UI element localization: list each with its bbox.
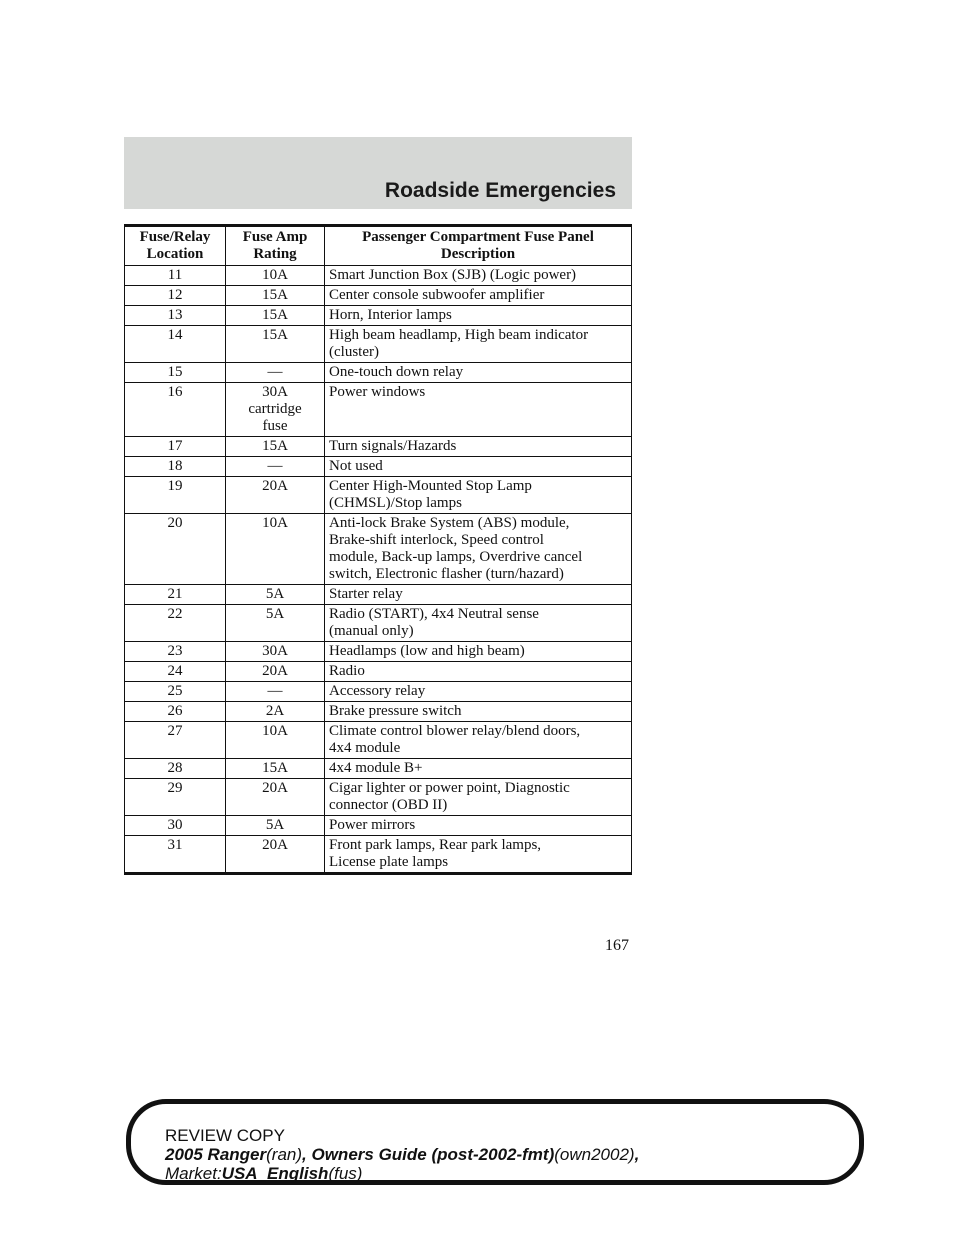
cell-description (325, 779, 632, 816)
cell-amp-line: 10A (262, 267, 288, 283)
cell-amp-line: 15A (262, 438, 288, 454)
cell-description-line: Brake-shift interlock, Speed control (329, 532, 544, 548)
cell-description (325, 682, 632, 702)
cell-description (325, 585, 632, 605)
cell-location: 14 (125, 326, 226, 363)
cell-location: 21 (125, 585, 226, 605)
cell-description-line: Cigar lighter or power point, Diagnostic (329, 780, 570, 796)
cell-amp-line: 10A (262, 515, 288, 531)
cell-description (325, 836, 632, 874)
table-header-row (125, 226, 632, 266)
cell-amp-line: 5A (265, 817, 285, 833)
table-row (125, 642, 632, 662)
cell-description-line: (cluster) (329, 344, 379, 360)
table-row (125, 514, 632, 585)
cell-description-line: (manual only) (329, 623, 414, 639)
cell-amp (226, 682, 325, 702)
section-header-band (124, 137, 632, 209)
cell-description-line: Center console subwoofer amplifier (329, 287, 545, 303)
cell-description (325, 437, 632, 457)
review-copy-text (165, 1126, 639, 1183)
cell-description-line: One-touch down relay (329, 364, 464, 380)
cell-amp (226, 383, 325, 437)
cell-description (325, 759, 632, 779)
cell-amp-line: 20A (262, 478, 288, 494)
cell-amp (226, 286, 325, 306)
table-row (125, 457, 632, 477)
cell-description-line: Accessory relay (329, 683, 426, 699)
cell-location: 16 (125, 383, 226, 437)
cell-amp-line: 15A (262, 307, 288, 323)
cell-description-line: Not used (329, 458, 383, 474)
column-header-amp: Fuse Amp Rating (226, 226, 325, 266)
cell-location: 26 (125, 702, 226, 722)
cell-description-line: License plate lamps (329, 854, 449, 870)
cell-description (325, 702, 632, 722)
cell-amp-line: 30A (262, 384, 288, 400)
cell-location: 28 (125, 759, 226, 779)
cell-amp-line: — (267, 683, 283, 699)
cell-amp-line: 15A (262, 327, 288, 343)
cell-location: 31 (125, 836, 226, 874)
cell-amp (226, 816, 325, 836)
cell-description-line: connector (OBD II) (329, 797, 448, 813)
cell-amp (226, 759, 325, 779)
cell-description-line: Climate control blower relay/blend doors, (329, 723, 581, 739)
cell-amp (226, 662, 325, 682)
cell-description-line: Anti-lock Brake System (ABS) module, (329, 515, 570, 531)
cell-description-line: module, Back-up lamps, Overdrive cancel (329, 549, 583, 565)
cell-amp (226, 836, 325, 874)
cell-location: 11 (125, 266, 226, 286)
page-number: 167 (605, 937, 629, 954)
cell-description-line: Smart Junction Box (SJB) (Logic power) (329, 267, 577, 283)
cell-description-line: switch, Electronic flasher (turn/hazard) (329, 566, 564, 582)
cell-description-line: Starter relay (329, 586, 403, 602)
table-row (125, 477, 632, 514)
cell-description (325, 605, 632, 642)
table-row (125, 363, 632, 383)
cell-location: 27 (125, 722, 226, 759)
cell-amp-line: 30A (262, 643, 288, 659)
table-row (125, 836, 632, 874)
cell-description (325, 363, 632, 383)
cell-description (325, 306, 632, 326)
cell-location: 23 (125, 642, 226, 662)
table-row (125, 437, 632, 457)
cell-amp (226, 642, 325, 662)
cell-amp (226, 326, 325, 363)
cell-description-line: Front park lamps, Rear park lamps, (329, 837, 542, 853)
table-row (125, 306, 632, 326)
cell-amp (226, 605, 325, 642)
cell-description (325, 457, 632, 477)
table-body (125, 266, 632, 874)
cell-location: 18 (125, 457, 226, 477)
cell-location: 25 (125, 682, 226, 702)
cell-description-line: Radio (329, 663, 365, 679)
table-row (125, 779, 632, 816)
cell-description-line: Horn, Interior lamps (329, 307, 452, 323)
cell-amp (226, 514, 325, 585)
cell-location: 20 (125, 514, 226, 585)
cell-amp (226, 702, 325, 722)
cell-amp-line: — (267, 458, 283, 474)
cell-amp-line: 5A (265, 606, 285, 622)
cell-location: 29 (125, 779, 226, 816)
cell-amp (226, 437, 325, 457)
cell-description (325, 326, 632, 363)
section-title: Roadside Emergencies (384, 179, 616, 202)
cell-description (325, 662, 632, 682)
cell-amp (226, 306, 325, 326)
review-copy-label: REVIEW COPY (165, 1126, 285, 1145)
column-header-description: Passenger Compartment Fuse Panel Description (325, 226, 632, 266)
column-header-location: Fuse/Relay Location (125, 226, 226, 266)
cell-amp (226, 477, 325, 514)
cell-amp-line: 2A (265, 703, 285, 719)
cell-amp-line: cartridge (248, 401, 302, 417)
cell-amp-line: 5A (265, 586, 285, 602)
cell-description-line: High beam headlamp, High beam indicator (329, 327, 589, 343)
cell-location: 15 (125, 363, 226, 383)
cell-description (325, 514, 632, 585)
cell-description (325, 722, 632, 759)
fuse-table (124, 224, 632, 875)
cell-description-line: Center High-Mounted Stop Lamp (329, 478, 532, 494)
cell-amp-line: 15A (262, 760, 288, 776)
cell-description-line: Turn signals/Hazards (329, 438, 457, 454)
cell-amp (226, 722, 325, 759)
review-copy-product-line: 2005 Ranger(ran), Owners Guide (post-2002-fmt)(own2002), (165, 1145, 640, 1164)
cell-location: 30 (125, 816, 226, 836)
table-row (125, 605, 632, 642)
table-row (125, 702, 632, 722)
cell-description (325, 266, 632, 286)
cell-location: 12 (125, 286, 226, 306)
cell-location: 19 (125, 477, 226, 514)
table-row (125, 585, 632, 605)
table-row (125, 662, 632, 682)
cell-description-line: Headlamps (low and high beam) (329, 643, 525, 659)
table-row (125, 722, 632, 759)
table-row (125, 286, 632, 306)
table-row (125, 326, 632, 363)
cell-amp-line: 20A (262, 837, 288, 853)
cell-description (325, 286, 632, 306)
cell-description-line: (CHMSL)/Stop lamps (329, 495, 462, 511)
cell-description-line: 4x4 module B+ (329, 760, 423, 776)
cell-description (325, 477, 632, 514)
cell-location: 22 (125, 605, 226, 642)
cell-location: 13 (125, 306, 226, 326)
cell-amp (226, 779, 325, 816)
cell-description-line: Power windows (329, 384, 426, 400)
cell-amp (226, 585, 325, 605)
cell-location: 17 (125, 437, 226, 457)
cell-amp-line: — (267, 364, 283, 380)
cell-amp-line: 20A (262, 663, 288, 679)
cell-description (325, 816, 632, 836)
cell-amp-line: 15A (262, 287, 288, 303)
cell-description (325, 383, 632, 437)
cell-description-line: Radio (START), 4x4 Neutral sense (329, 606, 539, 622)
table-row (125, 816, 632, 836)
cell-amp (226, 266, 325, 286)
cell-amp (226, 363, 325, 383)
table-row (125, 383, 632, 437)
cell-amp-line: 20A (262, 780, 288, 796)
cell-description-line: Power mirrors (329, 817, 416, 833)
cell-location: 24 (125, 662, 226, 682)
table-row (125, 759, 632, 779)
table-row (125, 266, 632, 286)
cell-description (325, 642, 632, 662)
cell-description-line: 4x4 module (329, 740, 401, 756)
cell-description-line: Brake pressure switch (329, 703, 462, 719)
cell-amp-line: fuse (262, 418, 288, 434)
cell-amp-line: 10A (262, 723, 288, 739)
review-copy-market-line: Market:USA_English(fus) (165, 1164, 363, 1183)
table-row (125, 682, 632, 702)
cell-amp (226, 457, 325, 477)
